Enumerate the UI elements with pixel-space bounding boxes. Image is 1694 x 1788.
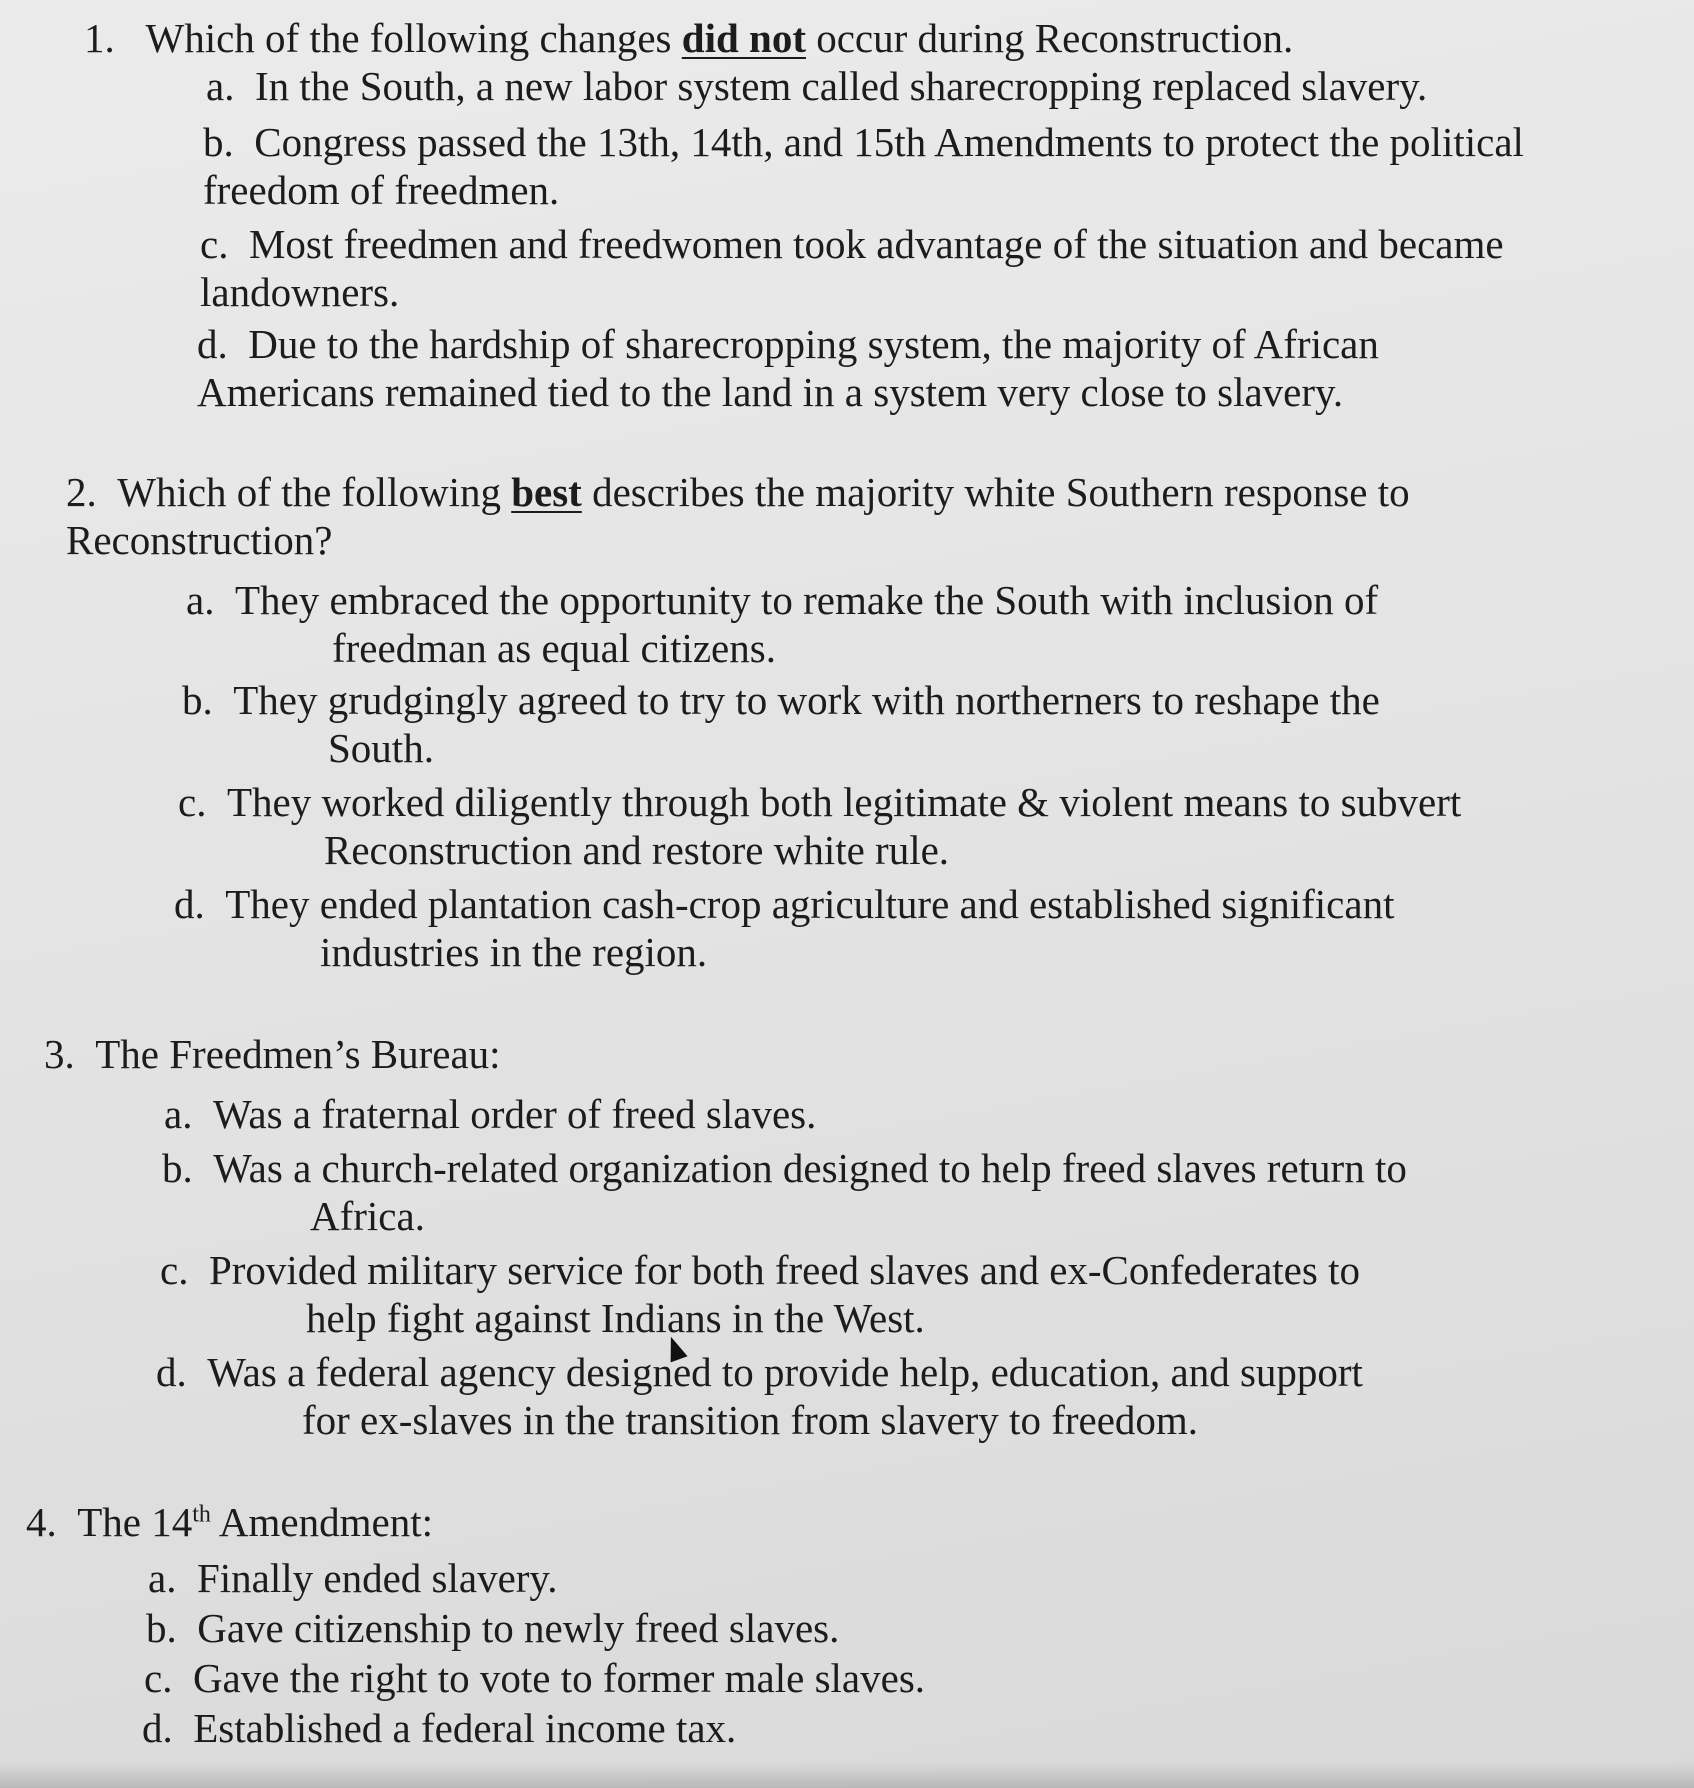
- option-4b: b. Gave citizenship to newly freed slaves.: [146, 1605, 840, 1651]
- option-3a: a. Was a fraternal order of freed slaves.: [164, 1091, 817, 1137]
- option-1d: d. Due to the hardship of sharecropping system, the majority of African Americans remained tied to the land in a system very close to slavery.: [197, 321, 1379, 415]
- option-4d: d. Established a federal income tax.: [142, 1705, 737, 1751]
- question-3: [44, 1030, 501, 1078]
- question-number: 4.: [26, 1499, 57, 1545]
- question-number: 2.: [66, 469, 97, 515]
- option-2c: c. They worked diligently through both legitimate & violent means to subvert Reconstruction and restore white rule.: [178, 779, 1462, 873]
- question-1: [84, 14, 1293, 62]
- monitor-bezel-edge: [0, 1762, 1694, 1788]
- option-2d: d. They ended plantation cash-crop agriculture and established significant industries in the region.: [174, 881, 1395, 975]
- option-3b: b. Was a church-related organization designed to help freed slaves return to Africa.: [162, 1145, 1407, 1239]
- question-2: 2. Which of the following best describes the majority white Southern response to Reconstruction?: [66, 469, 1410, 563]
- emphasis-text: best: [511, 469, 582, 515]
- option-1a: a. In the South, a new labor system called sharecropping replaced slavery.: [206, 63, 1428, 109]
- emphasis-text: did not: [681, 15, 806, 61]
- question-2-stem: 2. Which of the following best describes the majority white Southern response to: [66, 469, 1410, 515]
- option-4a: a. Finally ended slavery.: [148, 1555, 558, 1601]
- question-1-stem: 1. Which of the following changes did not occur during Reconstruction.: [84, 15, 1294, 61]
- option-2b: b. They grudgingly agreed to try to work with northerners to reshape the South.: [182, 677, 1380, 771]
- question-3-stem: 3. The Freedmen’s Bureau:: [44, 1031, 501, 1077]
- question-4: [26, 1498, 433, 1546]
- question-4-stem: 4. The 14th Amendment:: [26, 1499, 433, 1545]
- option-1c: c. Most freedmen and freedwomen took advantage of the situation and became landowners.: [200, 221, 1504, 315]
- question-number: 1.: [84, 15, 115, 61]
- option-2a: a. They embraced the opportunity to remake the South with inclusion of freedman as equal citizens.: [186, 577, 1379, 671]
- option-4c: c. Gave the right to vote to former male slaves.: [144, 1655, 926, 1701]
- option-3d: d. Was a federal agency designed to provide help, education, and support for ex-slaves in the transition from slavery to freedom.: [156, 1349, 1363, 1443]
- option-3c: c. Provided military service for both freed slaves and ex-Confederates to help fight against Indians in the West.: [160, 1247, 1360, 1341]
- option-1b: b. Congress passed the 13th, 14th, and 15th Amendments to protect the political freedom of freedmen.: [203, 119, 1524, 213]
- question-number: 3.: [44, 1031, 75, 1077]
